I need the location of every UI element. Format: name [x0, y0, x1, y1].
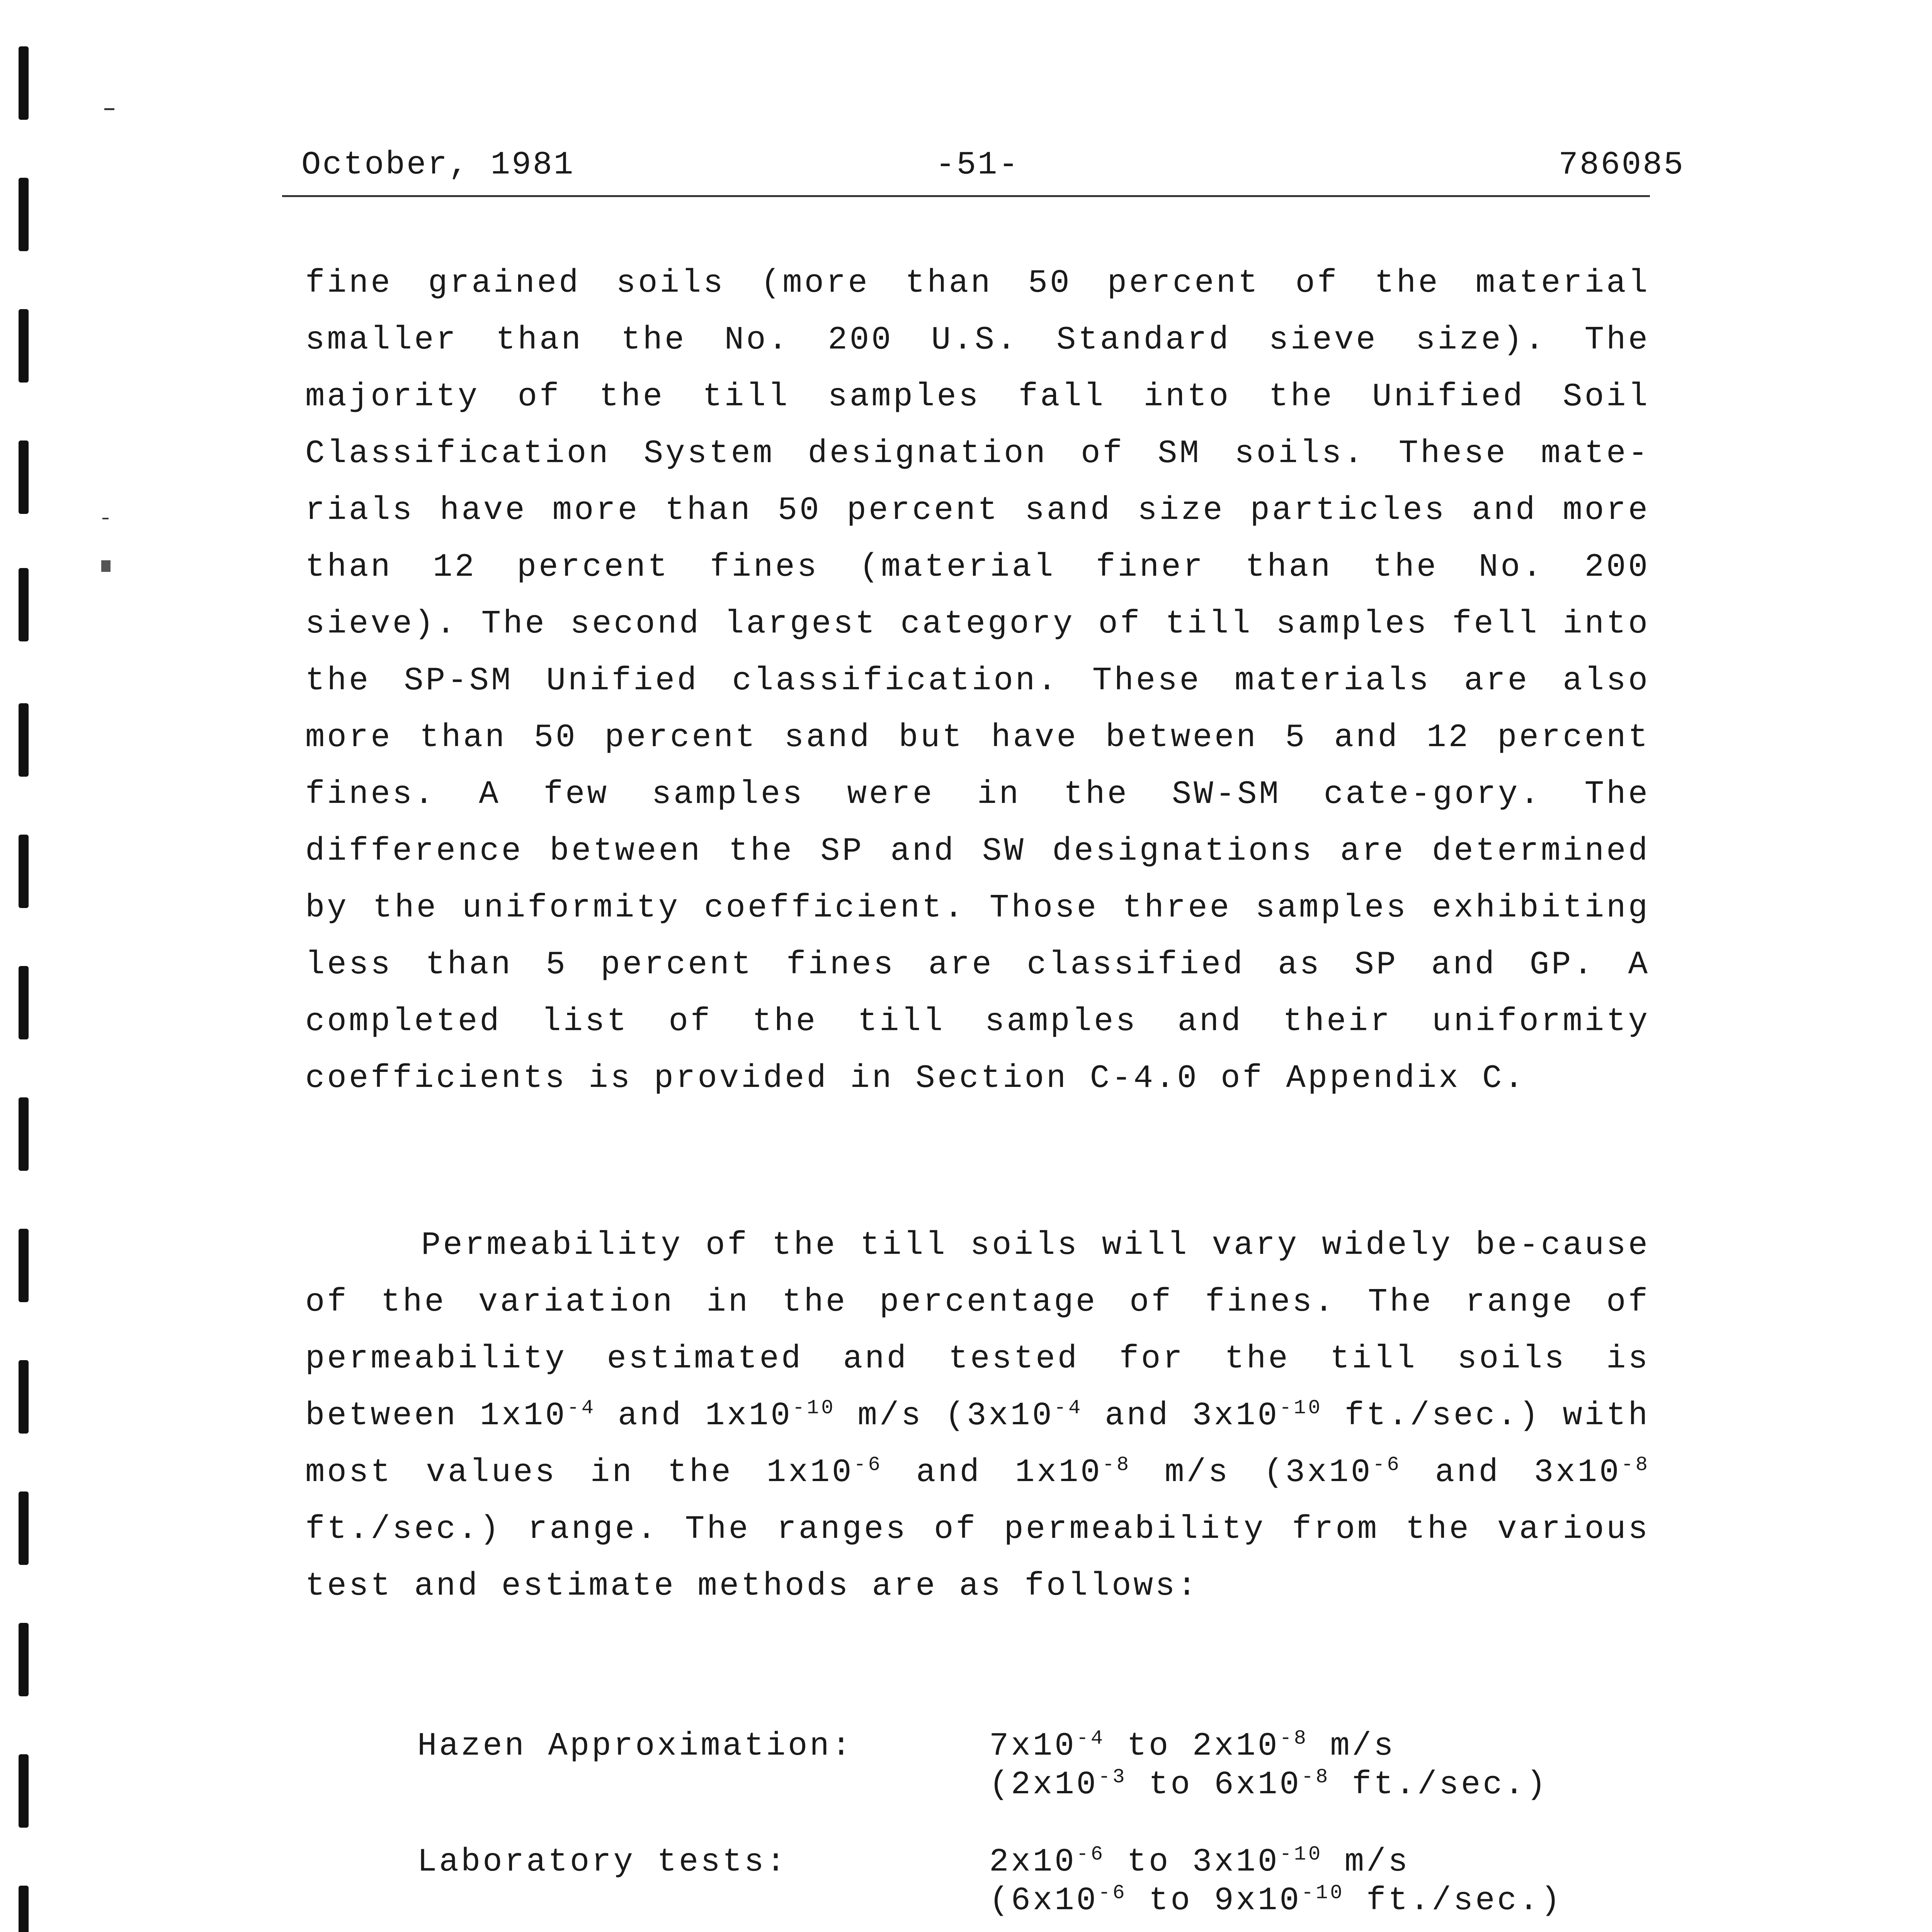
binding-mark	[19, 568, 29, 641]
scan-tick	[104, 108, 114, 110]
value: 1x10	[705, 1398, 793, 1434]
exponent: -10	[1279, 1843, 1323, 1866]
method-values	[989, 1843, 1563, 1920]
method-values	[989, 1727, 1548, 1804]
binding-mark	[19, 1623, 29, 1696]
value: 3x10	[1192, 1398, 1280, 1434]
value: 1x10	[766, 1454, 854, 1491]
binding-mark	[19, 1886, 29, 1932]
value: 3x10	[1285, 1454, 1373, 1491]
binding-mark	[19, 1097, 29, 1171]
binding-mark	[19, 46, 29, 120]
unit: m/s	[1323, 1844, 1410, 1881]
unit: m/s	[1308, 1728, 1396, 1765]
value: 2x10	[989, 1844, 1077, 1881]
text-run: ft./sec.) with most values in the	[305, 1398, 1650, 1491]
text-run: m/s (	[835, 1398, 967, 1434]
binding-mark	[19, 178, 29, 251]
text-run: to	[1127, 1767, 1214, 1803]
exponent: -6	[1076, 1843, 1105, 1866]
exponent: -6	[1098, 1881, 1127, 1905]
document-number: 786085	[1558, 147, 1685, 184]
value: 3x10	[1192, 1844, 1280, 1881]
value: 2x10	[1192, 1728, 1280, 1765]
exponent: -10	[1279, 1396, 1323, 1420]
permeability-list	[417, 1727, 1692, 1932]
exponent: -4	[1076, 1727, 1105, 1750]
exponent: -3	[1098, 1765, 1127, 1789]
metric-range	[989, 1727, 1548, 1766]
text-run: (	[989, 1767, 1011, 1803]
unit: ft./sec.)	[1330, 1767, 1548, 1803]
value: 9x10	[1214, 1883, 1301, 1919]
exponent: -10	[1301, 1881, 1345, 1905]
binding-mark	[19, 703, 29, 777]
exponent: -10	[792, 1396, 836, 1420]
method-label: Hazen Approximation:	[417, 1728, 854, 1765]
binding-mark	[19, 1229, 29, 1302]
value: 1x10	[1015, 1454, 1102, 1491]
metric-range	[989, 1843, 1563, 1882]
exponent: -4	[567, 1396, 596, 1420]
binding-mark	[19, 1754, 29, 1828]
exponent: -8	[1279, 1727, 1308, 1750]
imperial-range	[989, 1882, 1563, 1920]
value: 3x10	[1534, 1454, 1621, 1491]
exponent: -8	[1102, 1453, 1131, 1476]
scan-tick	[101, 560, 111, 572]
text-run: m/s (	[1131, 1454, 1286, 1491]
page-number: -51-	[935, 147, 1020, 184]
header-date: October, 1981	[301, 147, 575, 184]
text-run: Permeability of the till soils will vary widely be-cause of the variation in the percentage of fines. The range of permeability estimated and tested for the till soils is between	[305, 1227, 1650, 1434]
page-header	[282, 147, 1685, 185]
exponent: -8	[1301, 1765, 1330, 1789]
value: 7x10	[989, 1728, 1077, 1765]
exponent: -6	[854, 1453, 883, 1476]
binding-mark	[19, 440, 29, 514]
binding-mark	[19, 309, 29, 383]
value: 6x10	[1011, 1883, 1099, 1919]
text-run: to	[1127, 1883, 1214, 1919]
unit: ft./sec.)	[1344, 1883, 1563, 1919]
permeability-paragraph	[305, 1217, 1650, 1615]
list-item-laboratory	[417, 1843, 1692, 1932]
header-rule	[282, 195, 1650, 197]
value: 3x10	[967, 1398, 1054, 1434]
binding-mark	[19, 1492, 29, 1565]
body-paragraph: fine grained soils (more than 50 percent of the material smaller than the No. 200 U.S. Standard sieve size). The majority of the till samples fall into the Unified Soil Classification System designation of SM soils. These mate-rials have more than 50 percent sand size particles and more than 12 percent fines (material finer than the No. 200 sieve). The second largest category of till samples fell into the SP-SM Unified classification. These materials are also more than 50 percent sand but have between 5 and 12 percent fines. A few samples were in the SW-SM cate-gory. The difference between the SP and SW designations are determined by the uniformity coefficient. Those three samples exhibiting less than 5 percent fines are classified as SP and GP. A completed list of the till samples and their uniformity coefficients is provided in Section C-4.0 of Appendix C.	[305, 265, 1650, 1097]
exponent: -6	[1372, 1453, 1401, 1476]
scan-tick	[102, 518, 109, 519]
binding-mark	[19, 966, 29, 1039]
text-run: and	[1401, 1454, 1534, 1491]
value: 1x10	[480, 1398, 567, 1434]
text-run: and	[1083, 1398, 1192, 1434]
imperial-range	[989, 1766, 1548, 1804]
text-run: (	[989, 1883, 1011, 1919]
method-label: Laboratory tests:	[417, 1844, 788, 1881]
value: 2x10	[1011, 1767, 1099, 1803]
text-run: to	[1105, 1728, 1192, 1765]
text-run: ft./sec.) range. The ranges of permeability from the various test and estimate methods are as follows:	[305, 1511, 1650, 1605]
binding-mark	[19, 1360, 29, 1434]
text-run: and	[595, 1398, 706, 1434]
value: 6x10	[1214, 1767, 1301, 1803]
text-run: and	[882, 1454, 1015, 1491]
text-run: to	[1105, 1844, 1192, 1881]
binding-mark	[19, 835, 29, 908]
list-item-hazen	[417, 1727, 1692, 1843]
exponent: -8	[1621, 1453, 1650, 1476]
exponent: -4	[1054, 1396, 1083, 1420]
